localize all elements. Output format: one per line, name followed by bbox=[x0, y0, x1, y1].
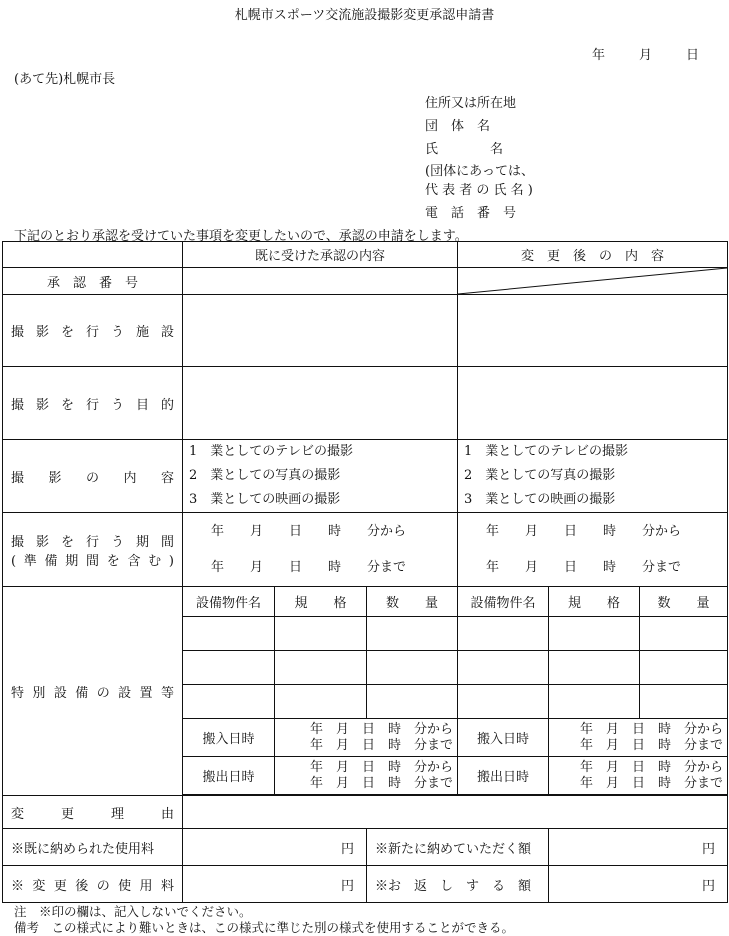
eq-cell[interactable] bbox=[183, 617, 275, 651]
period-label-sub: (準備期間を含む) bbox=[11, 553, 174, 569]
content-option-tv[interactable]: 1 業としてのテレビの撮影 bbox=[189, 444, 354, 459]
fee-new-yen: 円 bbox=[549, 829, 728, 866]
reason-label: 変 更 理 由 bbox=[3, 796, 183, 829]
eq-cell[interactable] bbox=[275, 617, 367, 651]
intro-text: 下記のとおり承認を受けていた事項を変更したいので、承認の申請をします。 bbox=[14, 229, 468, 244]
content-options-prev[interactable] bbox=[183, 440, 458, 513]
carry-in-label: 搬入日時 bbox=[183, 719, 275, 757]
facility-prev[interactable] bbox=[183, 295, 458, 367]
date-month: 月 bbox=[638, 48, 652, 63]
org-note-2: 代 表 者 の 氏 名 ) bbox=[425, 183, 533, 198]
phone-label: 電 話 番 号 bbox=[425, 206, 517, 221]
eq-cell[interactable] bbox=[458, 685, 549, 719]
refund-yen: 円 bbox=[549, 866, 728, 903]
addressee: (あて先)札幌市長 bbox=[14, 72, 116, 87]
eq-cell[interactable] bbox=[458, 617, 549, 651]
date-day: 日 bbox=[685, 48, 699, 63]
dt-from: 年 月 日 時 分から bbox=[580, 759, 724, 775]
eq-qty-header: 数 量 bbox=[367, 587, 458, 617]
eq-cell[interactable] bbox=[275, 651, 367, 685]
content-label: 撮 影 の 内 容 bbox=[3, 440, 183, 513]
eq-qty-header: 数 量 bbox=[640, 587, 728, 617]
dt-from: 年 月 日 時 分から bbox=[580, 721, 724, 737]
reason-input[interactable] bbox=[183, 796, 728, 829]
facility-new[interactable] bbox=[458, 295, 728, 367]
fee-paid-yen: 円 bbox=[183, 829, 367, 866]
period-new[interactable] bbox=[458, 513, 728, 587]
carry-in-label: 搬入日時 bbox=[458, 719, 549, 757]
content-option-photo[interactable]: 2 業としての写真の撮影 bbox=[464, 468, 616, 483]
purpose-prev[interactable] bbox=[183, 367, 458, 440]
eq-cell[interactable] bbox=[549, 685, 640, 719]
approval-no-label: 承 認 番 号 bbox=[3, 268, 183, 295]
eq-cell[interactable] bbox=[183, 651, 275, 685]
dt-to: 年 月 日 時 分まで bbox=[309, 737, 453, 753]
eq-cell[interactable] bbox=[275, 685, 367, 719]
carry-out-new[interactable] bbox=[549, 757, 728, 795]
col-new-header: 変 更 後 の 内 容 bbox=[458, 242, 728, 268]
fee-after-yen: 円 bbox=[183, 866, 367, 903]
date-year: 年 bbox=[591, 48, 605, 63]
eq-cell[interactable] bbox=[640, 617, 728, 651]
fee-new-label: ※新たに納めていただく額 bbox=[367, 829, 549, 866]
dt-to: 年 月 日 時 分まで bbox=[580, 737, 724, 753]
eq-cell[interactable] bbox=[549, 651, 640, 685]
content-option-film[interactable]: 3 業としての映画の撮影 bbox=[464, 492, 616, 507]
purpose-label: 撮影を行う目的 bbox=[3, 367, 183, 440]
equipment-label: 特別設備の設置等 bbox=[3, 587, 183, 796]
carry-out-label: 搬出日時 bbox=[458, 757, 549, 795]
period-label-main: 撮影を行う期間 bbox=[11, 534, 174, 550]
period-label bbox=[3, 513, 183, 587]
form-title: 札幌市スポーツ交流施設撮影変更承認申請書 bbox=[234, 8, 495, 23]
carry-in-prev[interactable] bbox=[275, 719, 458, 757]
date-line bbox=[558, 44, 699, 63]
dt-to: 年 月 日 時 分まで bbox=[580, 775, 724, 791]
carry-out-prev[interactable] bbox=[275, 757, 458, 795]
period-from: 年 月 日 時 分から bbox=[211, 523, 407, 539]
eq-cell[interactable] bbox=[458, 651, 549, 685]
facility-label: 撮影を行う施設 bbox=[3, 295, 183, 367]
org-note-1: (団体にあっては、 bbox=[425, 164, 534, 179]
period-to: 年 月 日 時 分まで bbox=[211, 559, 407, 575]
eq-cell[interactable] bbox=[549, 617, 640, 651]
col-prev-header: 既に受けた承認の内容 bbox=[183, 242, 458, 268]
refund-label: ※お 返 し す る 額 bbox=[367, 866, 549, 903]
note-2: 備考 この様式により難いときは、この様式に準じた別の様式を使用することができる。 bbox=[14, 920, 515, 935]
approval-no-new-crossed bbox=[458, 268, 728, 295]
purpose-new[interactable] bbox=[458, 367, 728, 440]
application-table bbox=[2, 241, 728, 903]
approval-no-prev[interactable] bbox=[183, 268, 458, 295]
diagonal-line bbox=[458, 268, 727, 294]
carry-out-label: 搬出日時 bbox=[183, 757, 275, 795]
eq-cell[interactable] bbox=[640, 651, 728, 685]
period-prev[interactable] bbox=[183, 513, 458, 587]
dt-from: 年 月 日 時 分から bbox=[309, 721, 453, 737]
note-1: 注 ※印の欄は、記入しないでください。 bbox=[14, 904, 252, 919]
name-label: 氏 名 bbox=[425, 142, 504, 157]
dt-to: 年 月 日 時 分まで bbox=[309, 775, 453, 791]
address-label: 住所又は所在地 bbox=[425, 96, 517, 111]
period-from: 年 月 日 時 分から bbox=[486, 523, 682, 539]
carry-in-new[interactable] bbox=[549, 719, 728, 757]
content-option-photo[interactable]: 2 業としての写真の撮影 bbox=[189, 468, 341, 483]
eq-cell[interactable] bbox=[367, 617, 458, 651]
eq-cell[interactable] bbox=[367, 685, 458, 719]
org-label: 団 体 名 bbox=[425, 119, 491, 134]
eq-name-header: 設備物件名 bbox=[458, 587, 549, 617]
corner-cell bbox=[3, 242, 183, 268]
eq-cell[interactable] bbox=[183, 685, 275, 719]
content-option-film[interactable]: 3 業としての映画の撮影 bbox=[189, 492, 341, 507]
content-option-tv[interactable]: 1 業としてのテレビの撮影 bbox=[464, 444, 629, 459]
eq-name-header: 設備物件名 bbox=[183, 587, 275, 617]
content-options-new[interactable] bbox=[458, 440, 728, 513]
period-to: 年 月 日 時 分まで bbox=[486, 559, 682, 575]
fee-paid-label: ※既に納められた使用料 bbox=[3, 829, 183, 866]
dt-from: 年 月 日 時 分から bbox=[309, 759, 453, 775]
eq-spec-header: 規 格 bbox=[275, 587, 367, 617]
eq-cell[interactable] bbox=[367, 651, 458, 685]
eq-cell[interactable] bbox=[640, 685, 728, 719]
eq-spec-header: 規 格 bbox=[549, 587, 640, 617]
fee-after-label: ※変更後の使用料 bbox=[3, 866, 183, 903]
